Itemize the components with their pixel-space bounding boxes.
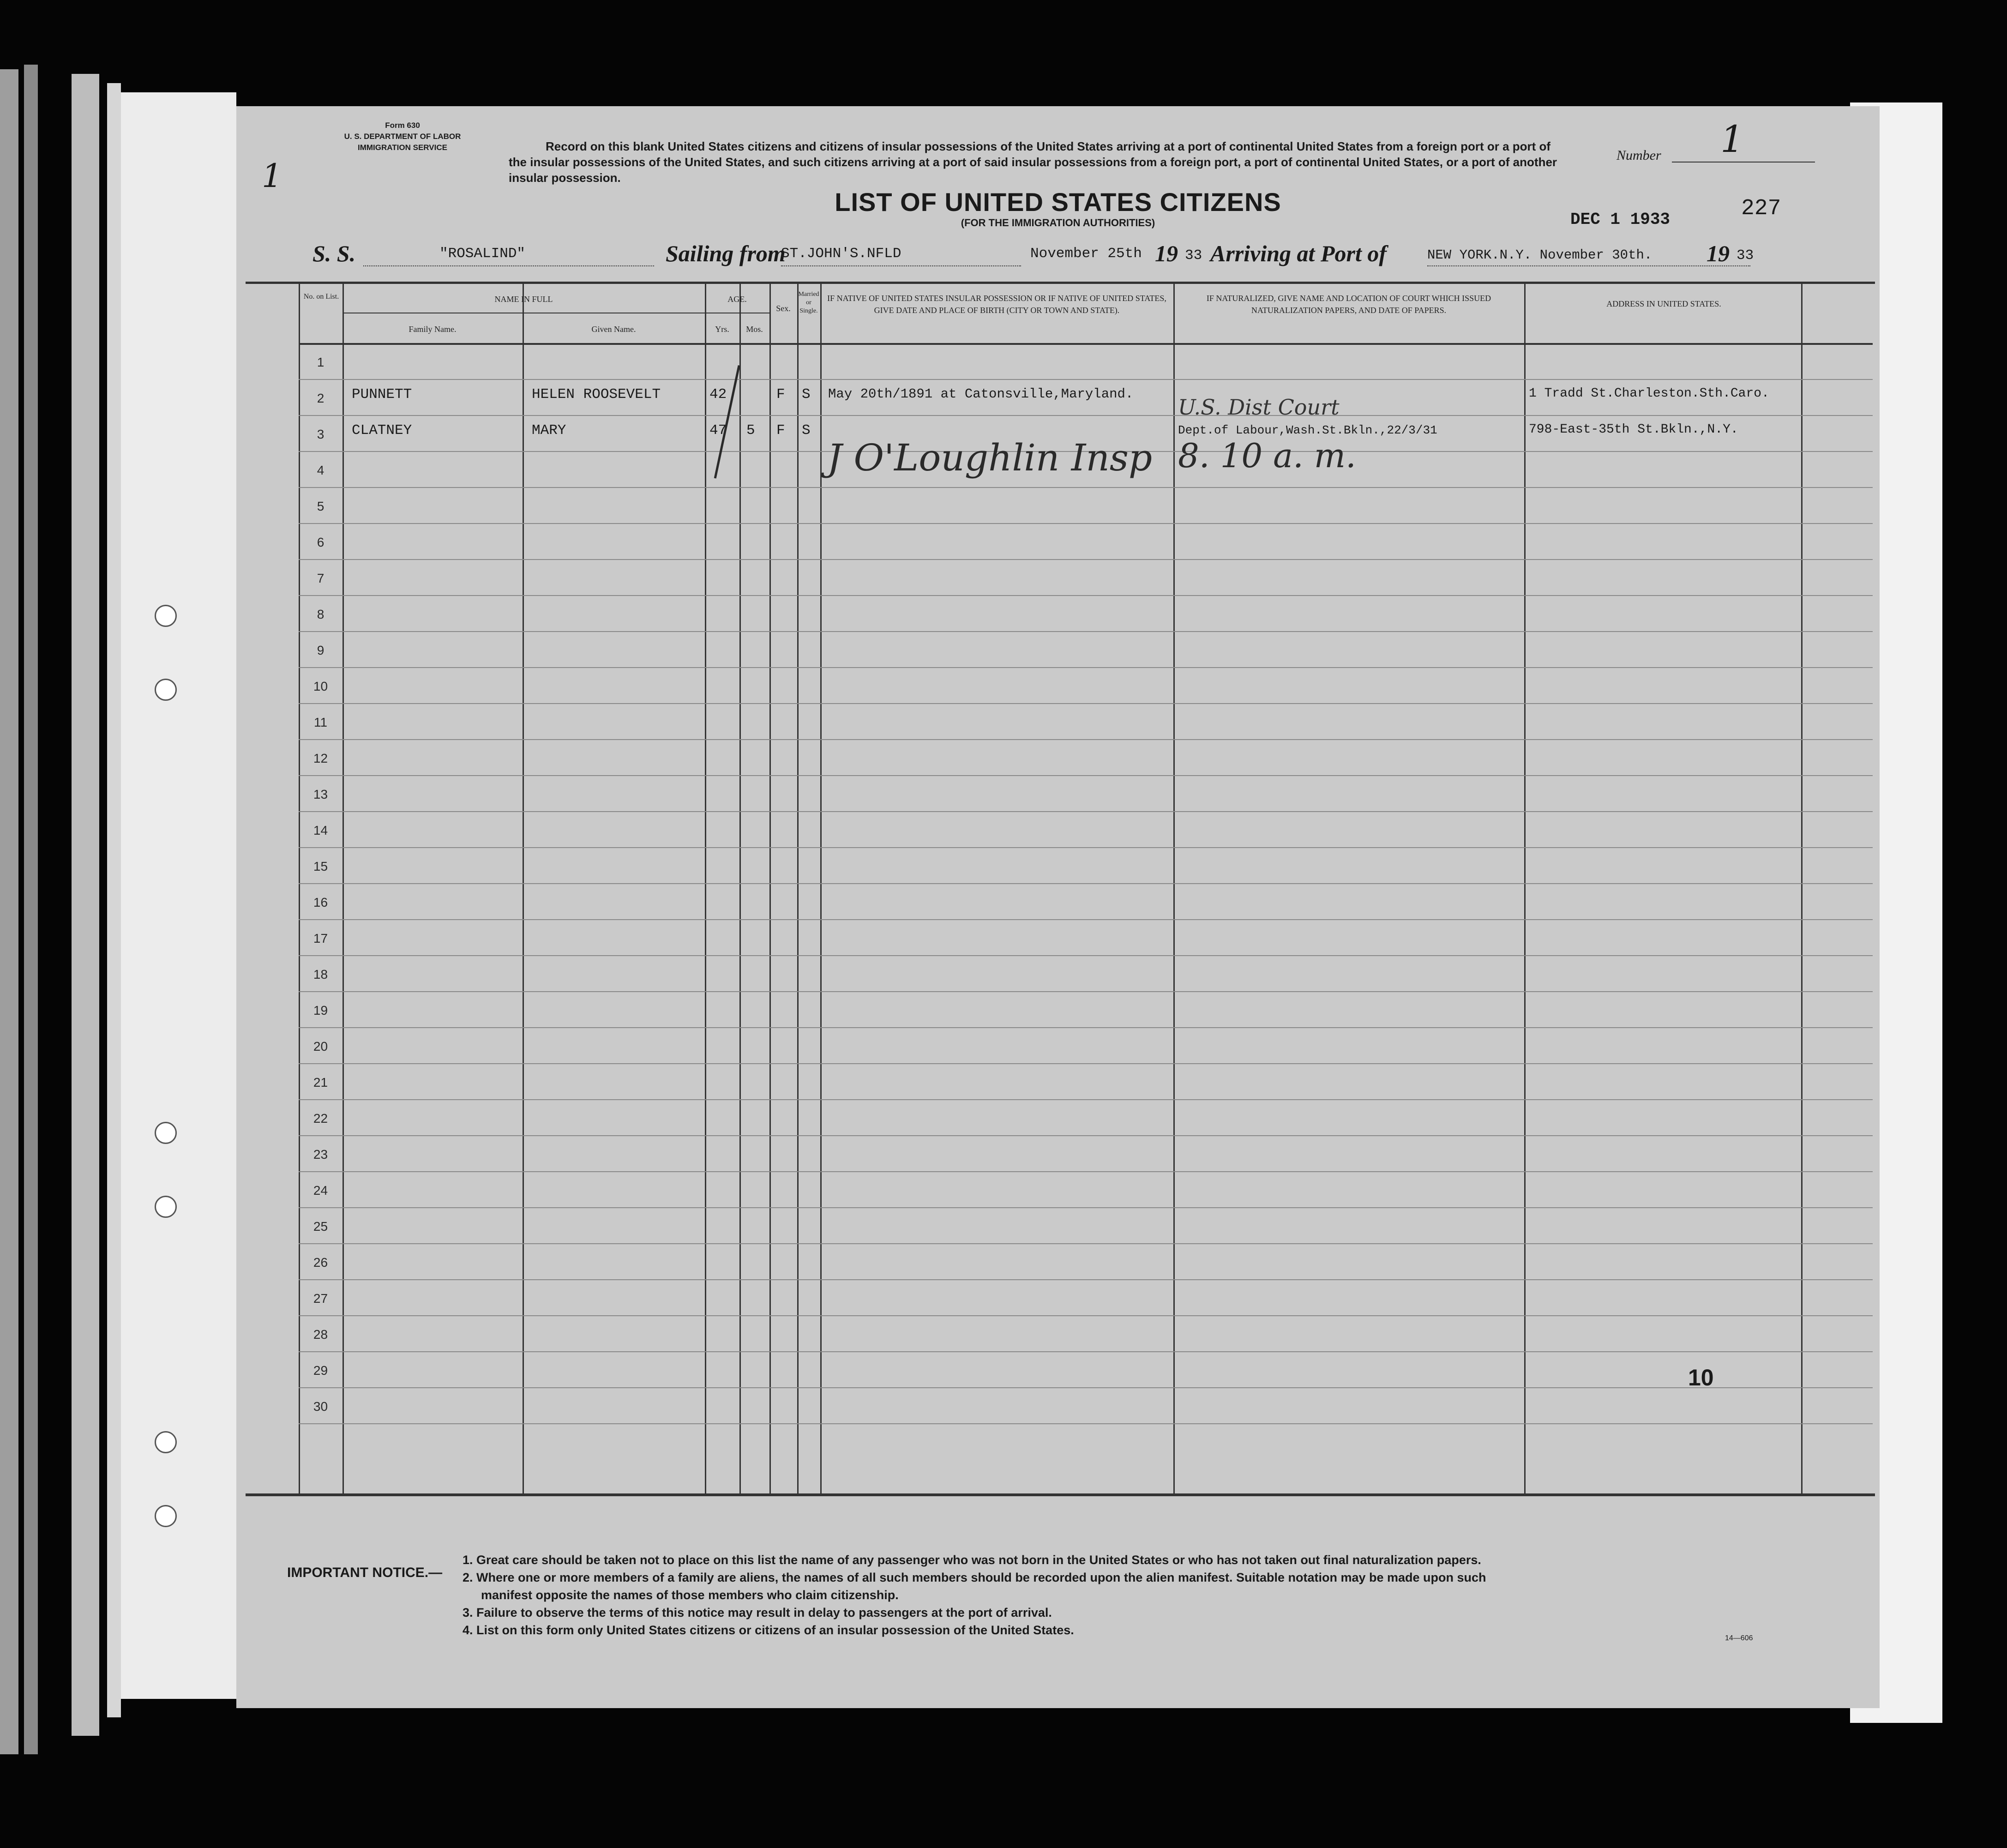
row-number: 26 xyxy=(313,1255,328,1270)
manifest-sheet xyxy=(236,106,1880,1708)
header-no: No. on List. xyxy=(303,293,339,301)
arrival-year: 33 xyxy=(1737,247,1754,264)
row-rule xyxy=(299,991,1873,992)
notice-item-3: 3. Failure to observe the terms of this notice may result in delay to passengers at the port of arrival. xyxy=(463,1606,1052,1619)
sailing-label: Sailing from xyxy=(666,241,786,266)
handwritten-court-note: U.S. Dist Court xyxy=(1178,395,1340,420)
row-1-age-years: 42 xyxy=(709,386,727,403)
punch-hole xyxy=(155,605,177,627)
row-number: 6 xyxy=(317,535,324,549)
service: IMMIGRATION SERVICE xyxy=(358,143,447,152)
received-stamp-date: DEC 1 1933 xyxy=(1570,210,1670,229)
row-2-family-name: CLATNEY xyxy=(352,422,412,439)
tally-count: 10 xyxy=(1688,1365,1714,1391)
row-2-naturalized: Dept.of Labour,Wash.St.Bkln.,22/3/31 xyxy=(1178,423,1437,437)
header-yrs: Yrs. xyxy=(715,325,729,334)
sail-date: November 25th xyxy=(1030,246,1142,262)
row-rule xyxy=(299,1423,1873,1424)
row-number: 9 xyxy=(317,643,324,657)
row-rule xyxy=(299,1243,1873,1244)
row-number: 23 xyxy=(313,1147,328,1162)
ship-name: "ROSALIND" xyxy=(439,246,526,262)
row-rule xyxy=(299,1099,1873,1100)
department: U. S. DEPARTMENT OF LABOR xyxy=(344,132,461,141)
row-rule xyxy=(299,1171,1873,1172)
row-rule xyxy=(299,487,1873,488)
row-rule xyxy=(299,1135,1873,1136)
notice-item-1: 1. Great care should be taken not to place on this list the name of any passenger who was not born in the United States or who has not taken out final naturalization papers. xyxy=(463,1553,1481,1567)
row-rule xyxy=(299,883,1873,884)
col-rule xyxy=(797,284,799,1493)
punch-hole xyxy=(155,1122,177,1144)
row-rule xyxy=(299,1063,1873,1064)
row-1-address: 1 Tradd St.Charleston.Sth.Caro. xyxy=(1529,386,1769,401)
punch-hole xyxy=(155,1505,177,1527)
row-number: 28 xyxy=(313,1327,328,1342)
row-1-family-name: PUNNETT xyxy=(352,386,412,403)
page-title: LIST OF UNITED STATES CITIZENS xyxy=(835,187,1281,217)
row-number: 1 xyxy=(317,355,324,369)
col-rule xyxy=(523,284,524,1493)
arriving-label: Arriving at Port of xyxy=(1210,241,1387,266)
row-rule xyxy=(299,1027,1873,1028)
important-notice xyxy=(463,1551,1847,1639)
row-number: 18 xyxy=(313,967,328,981)
row-1-sex: F xyxy=(776,386,785,403)
ss-label: S. S. xyxy=(312,241,356,266)
row-2-age-years: 47 xyxy=(709,422,727,439)
row-rule xyxy=(299,775,1873,776)
print-code: 14—606 xyxy=(1725,1634,1753,1642)
row-1-married: S xyxy=(802,386,811,403)
row-2-given-name: MARY xyxy=(532,422,566,439)
row-number: 27 xyxy=(313,1291,328,1306)
row-number: 20 xyxy=(313,1039,328,1053)
row-rule xyxy=(299,703,1873,704)
header-family-name: Family Name. xyxy=(409,325,457,334)
left-page-mark: 1 xyxy=(262,157,282,195)
row-number: 25 xyxy=(313,1219,328,1234)
header-birth: IF NATIVE OF UNITED STATES INSULAR POSSESSION OR IF NATIVE OF UNITED STATES, GIVE DATE AND PLACE OF BIRTH (CITY OR TOWN AND STATE). xyxy=(827,294,1166,315)
row-number: 21 xyxy=(313,1075,328,1090)
stamp-number: 227 xyxy=(1741,196,1781,221)
col-rule xyxy=(1801,284,1803,1493)
row-rule xyxy=(299,559,1873,560)
col-rule xyxy=(820,284,822,1493)
binder-strip xyxy=(107,83,121,1717)
row-rule xyxy=(299,739,1873,740)
row-rule xyxy=(299,631,1873,632)
number-line xyxy=(1672,162,1815,163)
punch-hole xyxy=(155,679,177,701)
header-naturalized: IF NATURALIZED, GIVE NAME AND LOCATION OF COURT WHICH ISSUED NATURALIZATION PAPERS, AND DATE OF PAPERS. xyxy=(1206,294,1491,315)
ship-line xyxy=(363,265,654,266)
header-age: AGE. xyxy=(727,295,747,304)
col-rule xyxy=(1173,284,1175,1493)
number-label: Number xyxy=(1616,148,1661,163)
row-number: 13 xyxy=(313,787,328,801)
row-rule xyxy=(299,1279,1873,1280)
instructions: Record on this blank United States citizens and citizens of insular possessions of the United States arriving at a port of continental United States from a foreign port or a port of the insular possessions of the United States, and such citizens arriving at a port of said insular possessions from a foreign port, a port of continental United States, or a port of another insular possession. xyxy=(509,139,1557,185)
col-rule xyxy=(1524,284,1526,1493)
row-2-age-months: 5 xyxy=(746,422,755,439)
row-number: 4 xyxy=(317,463,324,477)
row-number: 16 xyxy=(313,895,328,909)
row-1-birth: May 20th/1891 at Catonsville,Maryland. xyxy=(828,386,1134,402)
row-number: 17 xyxy=(313,931,328,945)
punch-hole xyxy=(155,1196,177,1218)
row-number: 3 xyxy=(317,427,324,441)
col-rule xyxy=(769,284,771,1493)
header-address: ADDRESS IN UNITED STATES. xyxy=(1606,299,1721,308)
page-edge xyxy=(121,92,236,1699)
year-label-1: 19 xyxy=(1155,241,1178,266)
row-number: 30 xyxy=(313,1399,328,1414)
passenger-table xyxy=(246,282,1875,1493)
row-rule xyxy=(299,1207,1873,1208)
punch-hole xyxy=(155,1431,177,1453)
page-subtitle: (FOR THE IMMIGRATION AUTHORITIES) xyxy=(961,217,1155,229)
sailing-line xyxy=(781,265,1021,266)
row-number: 22 xyxy=(313,1111,328,1126)
arriving-port: NEW YORK.N.Y. November 30th. xyxy=(1427,247,1652,263)
row-number: 24 xyxy=(313,1183,328,1198)
col-rule xyxy=(343,284,344,1493)
inspector-signature: J O'Loughlin Insp xyxy=(827,436,1153,479)
row-rule xyxy=(299,667,1873,668)
col-rule xyxy=(705,284,706,1493)
row-number: 12 xyxy=(313,751,328,765)
row-rule xyxy=(299,1351,1873,1352)
notice-item-2: 2. Where one or more members of a family are aliens, the names of all such members should be recorded upon the alien manifest. Suitable notation may be made upon such xyxy=(463,1571,1486,1584)
row-number: 29 xyxy=(313,1363,328,1378)
notice-item-2-cont: manifest opposite the names of those members who claim citizenship. xyxy=(481,1588,899,1602)
year-label-2: 19 xyxy=(1707,241,1730,266)
row-1-given-name: HELEN ROOSEVELT xyxy=(532,386,661,403)
header-sex: Sex. xyxy=(776,304,791,313)
row-number: 15 xyxy=(313,859,328,873)
number-value: 1 xyxy=(1720,118,1744,161)
table-bottom-rule xyxy=(246,1493,1875,1496)
notice-label: IMPORTANT NOTICE.— xyxy=(287,1565,443,1580)
header-married-single: Married or Single. xyxy=(798,291,819,314)
header-given-name: Given Name. xyxy=(591,325,636,334)
row-2-married: S xyxy=(802,422,811,439)
row-rule xyxy=(299,811,1873,812)
row-rule xyxy=(299,955,1873,956)
header-name-in-full: NAME IN FULL xyxy=(494,295,553,304)
row-number: 11 xyxy=(313,715,328,729)
row-rule xyxy=(299,595,1873,596)
row-2-address: 798-East-35th St.Bkln.,N.Y. xyxy=(1529,422,1738,437)
header-bottom-rule xyxy=(299,343,1873,345)
row-number: 8 xyxy=(317,607,324,621)
row-number: 7 xyxy=(317,571,324,585)
row-number: 2 xyxy=(317,391,324,405)
row-rule xyxy=(299,847,1873,848)
arriving-line xyxy=(1427,265,1750,266)
row-rule xyxy=(299,379,1873,380)
row-rule xyxy=(299,523,1873,524)
row-number: 19 xyxy=(313,1003,328,1017)
notice-item-4: 4. List on this form only United States citizens or citizens of an insular possession of the United States. xyxy=(463,1623,1074,1637)
sail-year: 33 xyxy=(1185,247,1202,264)
row-number: 14 xyxy=(313,823,328,837)
sailing-from: ST.JOHN'S.NFLD xyxy=(781,246,901,262)
binder-strip xyxy=(24,65,38,1754)
row-rule xyxy=(299,919,1873,920)
row-rule xyxy=(299,1315,1873,1316)
row-number: 10 xyxy=(313,679,328,693)
row-2-sex: F xyxy=(776,422,785,439)
binder-strip xyxy=(72,74,99,1736)
header-mos: Mos. xyxy=(746,325,763,334)
row-rule xyxy=(299,1387,1873,1388)
row-rule xyxy=(299,415,1873,416)
form-number: Form 630 xyxy=(385,121,420,130)
row-number: 5 xyxy=(317,499,324,513)
handwritten-time: 8. 10 a. m. xyxy=(1178,436,1356,475)
binder-strip xyxy=(0,69,18,1754)
